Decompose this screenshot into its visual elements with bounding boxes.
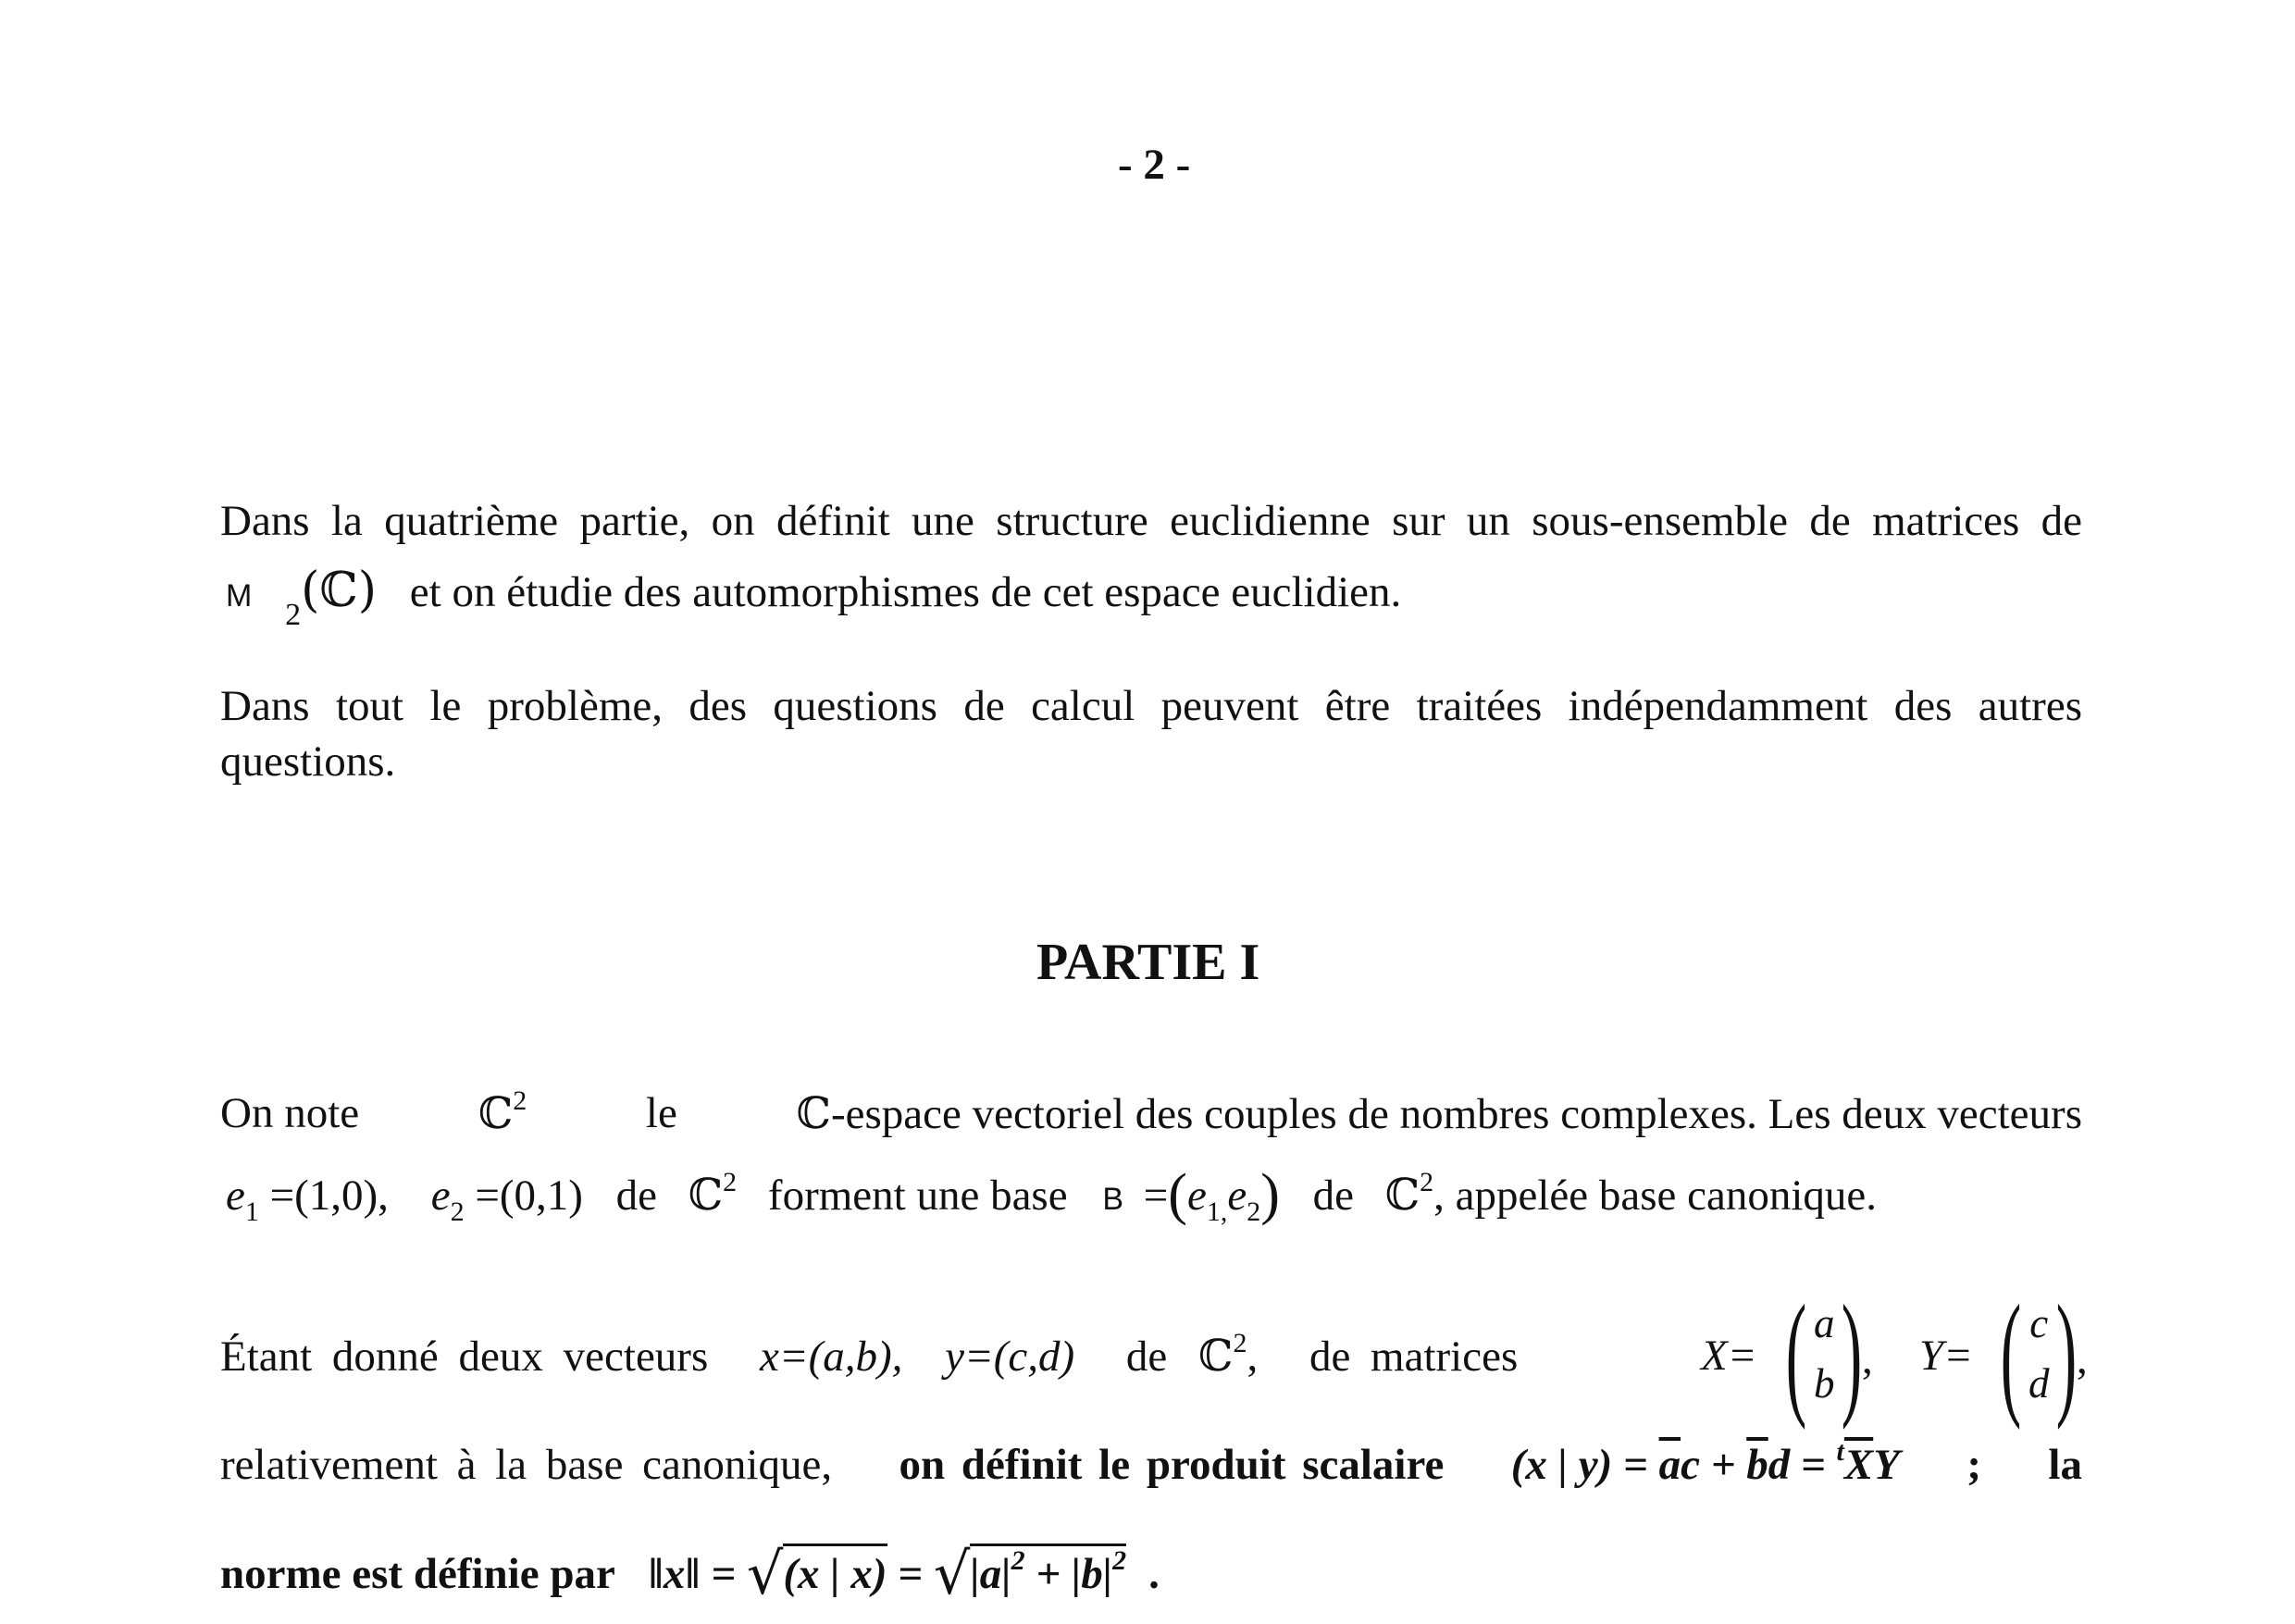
scalar-product-equals: = — [1612, 1441, 1659, 1489]
matrix-Y-left-bracket: ( — [2000, 1277, 2022, 1431]
conj-a: $\overline{a}$ — [1658, 1441, 1681, 1489]
part1-bold-definition: on définit le produit scalaire — [899, 1441, 1445, 1489]
basis-open-paren: ( — [1168, 1163, 1187, 1226]
sqrt-symbol-1: √ — [746, 1540, 784, 1607]
e1-subscript: 1 — [244, 1196, 259, 1227]
matrix-Y-c: c — [2029, 1299, 2049, 1346]
transpose-t: t — [1836, 1436, 1844, 1467]
intro-paragraph-1-line-1: Dans la quatrième partie, on définit une structure euclidienne sur un sous-ensemble de matrices de — [220, 497, 2082, 545]
scalar-product-formula — [1510, 1436, 1900, 1489]
norm-plus: + — [1024, 1550, 1072, 1598]
formula-Y: Y — [1873, 1441, 1900, 1489]
complex-exponent: 2 — [513, 1085, 527, 1116]
matrix-set-symbol: M — [226, 578, 253, 614]
complex-set-symbol-4: ℂ — [1198, 1331, 1234, 1382]
norm-definition-text: norme est définie par — [220, 1550, 615, 1598]
basis-e2: e — [1227, 1172, 1247, 1220]
part1-on-note: On note — [220, 1089, 360, 1137]
comma-2: , — [1862, 1335, 1873, 1383]
matrix-X-left-bracket: ( — [1785, 1277, 1807, 1431]
norm-equals-2: = — [887, 1550, 934, 1598]
matrix-X-right-bracket: ) — [1842, 1277, 1863, 1431]
part1-line-1 — [220, 1085, 2082, 1139]
sqrt-symbol-2: √ — [933, 1540, 971, 1607]
complex-set-symbol: ℂ — [478, 1088, 514, 1139]
e1-symbol: e — [226, 1172, 245, 1220]
basis-equals: = — [1143, 1172, 1169, 1220]
matrix-set-field: (ℂ) — [301, 563, 378, 618]
part1-de: de — [615, 1172, 657, 1220]
part1-line-2-end: , appelée base canonique. — [1433, 1172, 1878, 1220]
norm-formula — [648, 1540, 1161, 1607]
part1-line-3 — [220, 1328, 1519, 1382]
matrix-X-a: a — [1813, 1299, 1835, 1346]
basis-symbol: B — [1102, 1182, 1124, 1217]
part1-le: le — [645, 1089, 677, 1137]
matrix-X-label: X= — [1701, 1332, 1757, 1380]
conj-b: $\overline{b}$ — [1746, 1441, 1768, 1489]
vector-y-definition: y=(c,d) — [945, 1333, 1075, 1381]
part1-etant: Étant donné deux vecteurs — [220, 1333, 709, 1381]
intro-paragraph-2-line-1: Dans tout le problème, des questions de calcul peuvent être traitées indépendamment des autres — [220, 682, 2082, 730]
complex-set-symbol-2: ℂ — [688, 1170, 724, 1221]
intro-paragraph-2-line-2: questions. — [220, 738, 396, 786]
matrix-X — [1773, 1277, 1875, 1431]
e2-value: =(0,1) — [475, 1172, 583, 1220]
final-period: . — [1149, 1550, 1161, 1598]
matrix-Y-right-bracket: ) — [2056, 1277, 2078, 1431]
semicolon: ; — [1966, 1441, 1981, 1489]
complex-set-symbol-3: ℂ — [1384, 1170, 1420, 1221]
scalar-product-lhs: (x | y) — [1510, 1441, 1613, 1489]
sqrt-radicand-1: (x | x) — [783, 1543, 887, 1598]
matrix-Y-d: d — [2028, 1360, 2050, 1407]
part1-la: la — [2048, 1441, 2082, 1489]
formula-c-plus: c + — [1681, 1441, 1747, 1489]
page-number: - 2 - — [1118, 141, 1191, 189]
basis-e1: e — [1186, 1172, 1207, 1220]
basis-close-paren: ) — [1260, 1163, 1280, 1226]
basis-e1-subscript: 1, — [1206, 1196, 1228, 1227]
complex-exponent-3: 2 — [1420, 1167, 1434, 1197]
matrix-set-subscript: 2 — [285, 598, 302, 632]
matrix-Y — [1988, 1277, 2090, 1431]
conj-X: $\overline{X}$ — [1843, 1441, 1874, 1489]
complex-exponent-2: 2 — [723, 1167, 738, 1197]
part1-line-4 — [220, 1436, 2082, 1489]
e2-subscript: 2 — [450, 1196, 465, 1227]
formula-d-equals: d = — [1768, 1441, 1837, 1489]
comma-1: , — [1247, 1333, 1259, 1381]
matrix-X-b: b — [1813, 1360, 1835, 1407]
norm-lhs: ‖x‖ = — [648, 1550, 747, 1598]
section-title: PARTIE I — [1036, 934, 1260, 991]
e2-symbol: e — [430, 1172, 451, 1220]
square-b: 2 — [1112, 1545, 1127, 1576]
square-a: 2 — [1011, 1545, 1025, 1576]
abs-a: |a| — [970, 1550, 1011, 1598]
comma-3: , — [2077, 1335, 2088, 1383]
e1-value: =(1,0), — [269, 1172, 389, 1220]
part1-forment: forment une base — [767, 1172, 1068, 1220]
matrix-Y-label: Y= — [1919, 1332, 1973, 1380]
abs-b: |b| — [1071, 1550, 1113, 1598]
part1-de-2: de — [1312, 1172, 1354, 1220]
complex-field-symbol: ℂ — [796, 1088, 831, 1139]
complex-exponent-4: 2 — [1233, 1328, 1247, 1358]
basis-e2-subscript: 2 — [1247, 1196, 1261, 1227]
part1-line-2 — [226, 1162, 1878, 1227]
intro-paragraph-1-text: et on étudie des automorphismes de cet espace euclidien. — [409, 568, 1402, 616]
part1-de-3: de — [1125, 1333, 1168, 1381]
part1-de-matrices: de matrices — [1309, 1333, 1519, 1381]
part1-line-1-rest: -espace vectoriel des couples de nombres complexes. Les deux vecteurs — [830, 1090, 2082, 1138]
vector-x-definition: x=(a,b), — [760, 1333, 903, 1381]
part1-relativement: relativement à la base canonique, — [220, 1441, 833, 1489]
part1-line-5 — [220, 1540, 1161, 1607]
intro-paragraph-1-line-2 — [226, 563, 1402, 632]
